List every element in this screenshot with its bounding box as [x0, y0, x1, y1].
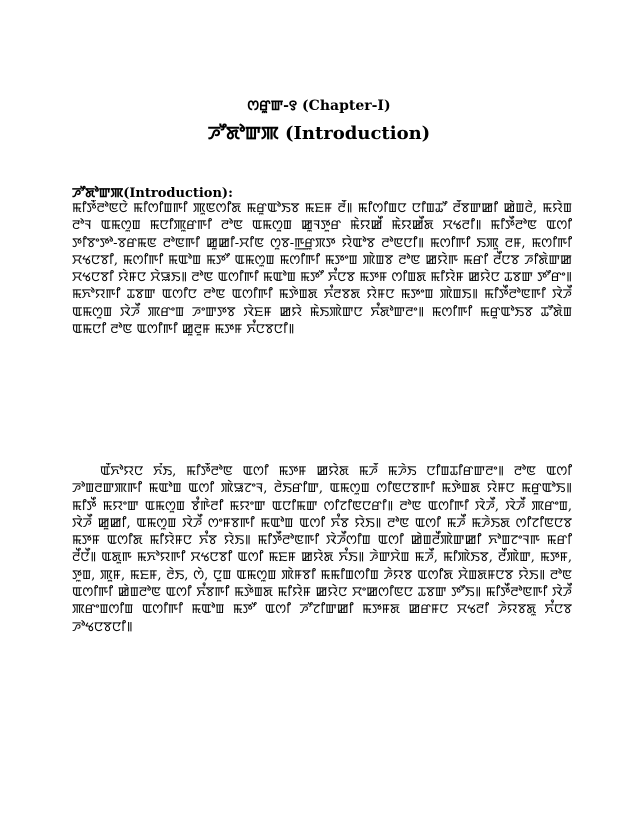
body-paragraph: ꯃꯤꯇꯩꯂꯣꯟꯅꯥ ꯃꯤꯁꯤꯡꯒꯤ ꯄꯨꯟꯁꯤꯗ ꯃꯔꯨꯑꯣꯏꯕ ꯃꯐꯝ ꯂꯩ꯫ ꯃꯤꯁꯤꯡꯅ ꯅꯤꯡꯊꯧ ꯂꯩꯕꯛꯀꯤ ꯀꯥꯡꯂꯥ, ꯃꯌꯥꯡ ꯂꯣꯜ ꯑꯃꯁꯨꯡ ꯃꯅꯤꯄꯨꯔꯒꯤ ꯂꯣꯟ ꯑꯃꯁꯨꯡ ꯀꯨꯜꯇꯨꯔ ꯃꯥꯌꯀꯩ ꯃꯥꯌꯀꯩꯗ ꯆꯠꯂꯤ꯫ ꯃꯤꯇꯩꯂꯣꯟ ꯑꯁꯤ ꯇꯤꯕꯦꯇꯣ-ꯕꯔꯃꯟ ꯂꯣꯟꯒꯤ ꯀꯨꯀꯤ-ꯆꯤꯟ ꯁꯨꯕ-ꯒ꯭ꯔꯨꯞꯇ ꯌꯥꯑꯣꯕ ꯂꯣꯟꯅꯤ꯫ ꯃꯁꯤꯒꯤ ꯏꯄꯨ ꯂꯝ, ꯃꯁꯤꯒꯤ ꯆꯠꯅꯕꯤ, ꯃꯁꯤꯒꯤ ꯃꯑꯣꯡ ꯃꯇꯧ ꯑꯃꯁꯨꯡ ꯃꯁꯤꯒꯤ ꯃꯇꯦꯡ ꯄꯥꯡꯕ ꯂꯣꯟ ꯀꯌꯥꯒ ꯃꯔꯤ ꯂꯩꯅꯕ ꯍꯤꯗꯥꯛꯀ ꯆꯠꯅꯕꯤ ꯌꯥꯝꯅ ꯆꯥꯎꯏ꯫ ꯂꯣꯟ ꯑꯁꯤꯒꯤ ꯃꯑꯣꯡ ꯃꯇꯧ ꯈꯪꯅꯕ ꯃꯇꯝ ꯁꯤꯡꯗ ꯃꯤꯌꯥꯝ ꯀꯌꯥꯅ ꯊꯕꯛ ꯇꯧꯔꯦ꯫ ꯃꯈꯣꯌꯒꯤ ꯊꯕꯛ ꯑꯁꯤꯅ ꯂꯣꯟ ꯑꯁꯤꯒꯤ ꯃꯇꯥꯡꯗ ꯈꯪꯂꯕꯗ ꯌꯥꯝꯅ ꯃꯇꯦꯡ ꯄꯥꯡꯏ꯫ ꯃꯤꯇꯩꯂꯣꯟꯒꯤ ꯋꯥꯍꯩ ꯑꯃꯁꯨꯡ ꯋꯥꯍꯩ ꯄꯔꯦꯡ ꯍꯦꯛꯇꯕ ꯋꯥꯐꯝ ꯀꯌꯥ ꯃꯥꯏꯄꯥꯛꯅ ꯈꯪꯗꯣꯛꯂꯦ꯫ ꯃꯁꯤꯒꯤ ꯃꯔꯨꯑꯣꯏꯕ ꯊꯧꯗꯥꯡ ꯑꯃꯅꯤ ꯂꯣꯟ ꯑꯁꯤꯒꯤ ꯀꯨꯂꯨꯝ ꯃꯇꯝ ꯈꯪꯅꯕꯅꯤ꯫ [72, 201, 572, 338]
chapter-label: ꯁꯔꯨꯛ-꯱ (Chapter-I) [247, 98, 391, 114]
section-heading: ꯍꯧꯗꯣꯛꯄ(Introduction): [72, 186, 233, 201]
chapter-title: ꯍꯧꯗꯣꯛꯄ (Introduction) [207, 123, 431, 144]
body-paragraph: ꯑꯩꯈꯣꯌꯅ ꯈꯪꯏ, ꯃꯤꯇꯩꯂꯣꯟ ꯑꯁꯤ ꯃꯇꯝ ꯀꯌꯥꯗ ꯃꯍꯩ ꯃꯍꯥꯏ ꯅꯤꯡꯊꯤꯔꯛꯂꯦ꯫ ꯂꯣꯟ ꯑꯁꯤ ꯍꯣꯡꯂꯛꯄꯒꯤ ꯃꯑꯣꯡ ꯑꯁꯤ ꯄꯥꯎꯖꯦꯜ, ꯂꯥꯏꯔꯤꯛ, ꯑꯃꯁꯨꯡ ꯁꯤꯟꯅꯕꯒꯤ ꯃꯇꯥꯡꯗ ꯌꯥꯝꯅ ꯃꯔꯨꯑꯣꯏ꯫ ꯃꯤꯇꯩ ꯃꯌꯦꯛ ꯑꯃꯁꯨꯡ ꯕꯪꯒꯥꯂꯤ ꯃꯌꯦꯛ ꯑꯅꯤꯃꯛ ꯁꯤꯖꯤꯟꯅꯔꯤ꯫ ꯂꯣꯟ ꯑꯁꯤꯒꯤ ꯋꯥꯍꯩ, ꯋꯥꯍꯩ ꯄꯔꯦꯡ, ꯋꯥꯍꯩ ꯀꯨꯀꯤ, ꯑꯃꯁꯨꯡ ꯋꯥꯍꯩ ꯁꯦꯝꯕꯒꯤ ꯃꯑꯣꯡ ꯑꯁꯤ ꯈꯪꯕ ꯌꯥꯏ꯫ ꯂꯣꯟ ꯑꯁꯤ ꯃꯍꯩ ꯃꯍꯥꯏꯗ ꯁꯤꯖꯤꯟꯅꯕ ꯃꯇꯝ ꯑꯁꯤꯗ ꯃꯤꯌꯥꯝꯅ ꯈꯪꯕ ꯌꯥꯏ꯫ ꯃꯤꯇꯩꯂꯣꯟꯒꯤ ꯋꯥꯍꯩꯁꯤꯡ ꯑꯁꯤ ꯀꯥꯡꯂꯩꯄꯥꯛꯀꯤ ꯈꯣꯡꯖꯦꯜꯒ ꯃꯔꯤ ꯂꯩꯅꯩ꯫ ꯑꯗꯨꯒ ꯃꯈꯣꯌꯒꯤ ꯆꯠꯅꯕꯤ ꯑꯁꯤ ꯃꯐꯝ ꯀꯌꯥꯗ ꯈꯪꯏ꯫ ꯍꯥꯛꯆꯥꯡ ꯃꯍꯩ, ꯃꯤꯄꯥꯏꯕ, ꯂꯩꯄꯥꯛ, ꯃꯇꯝ, ꯇꯨꯡ, ꯄꯨꯝ, ꯃꯐꯝ, ꯂꯥꯏ, ꯁꯥ, ꯅꯨꯡ ꯑꯃꯁꯨꯡ ꯄꯥꯝꯕꯤ ꯃꯃꯤꯡꯁꯤꯡ ꯍꯥꯌꯕ ꯑꯁꯤꯗ ꯆꯥꯡꯗꯝꯅꯕ ꯌꯥꯏ꯫ ꯂꯣꯟ ꯑꯁꯤꯒꯤ ꯀꯥꯡꯂꯣꯟ ꯑꯁꯤ ꯈꯪꯕꯒꯤ ꯃꯇꯥꯡꯗ ꯃꯤꯌꯥꯝ ꯀꯌꯥꯅ ꯆꯦꯀꯁꯤꯟꯅ ꯊꯕꯛ ꯇꯧꯏ꯫ ꯃꯤꯇꯩꯂꯣꯟꯒꯤ ꯋꯥꯍꯩ ꯄꯔꯦꯡꯁꯤꯡ ꯑꯁꯤꯒꯤ ꯃꯑꯣꯡ ꯃꯇꯧ ꯑꯁꯤ ꯍꯧꯖꯤꯛꯀꯤ ꯃꯇꯝꯗ ꯀꯔꯝꯅ ꯆꯠꯂꯤ ꯍꯥꯌꯕꯗꯨ ꯈꯪꯅꯕ ꯍꯣꯠꯅꯕꯅꯤ꯫ [72, 464, 572, 635]
